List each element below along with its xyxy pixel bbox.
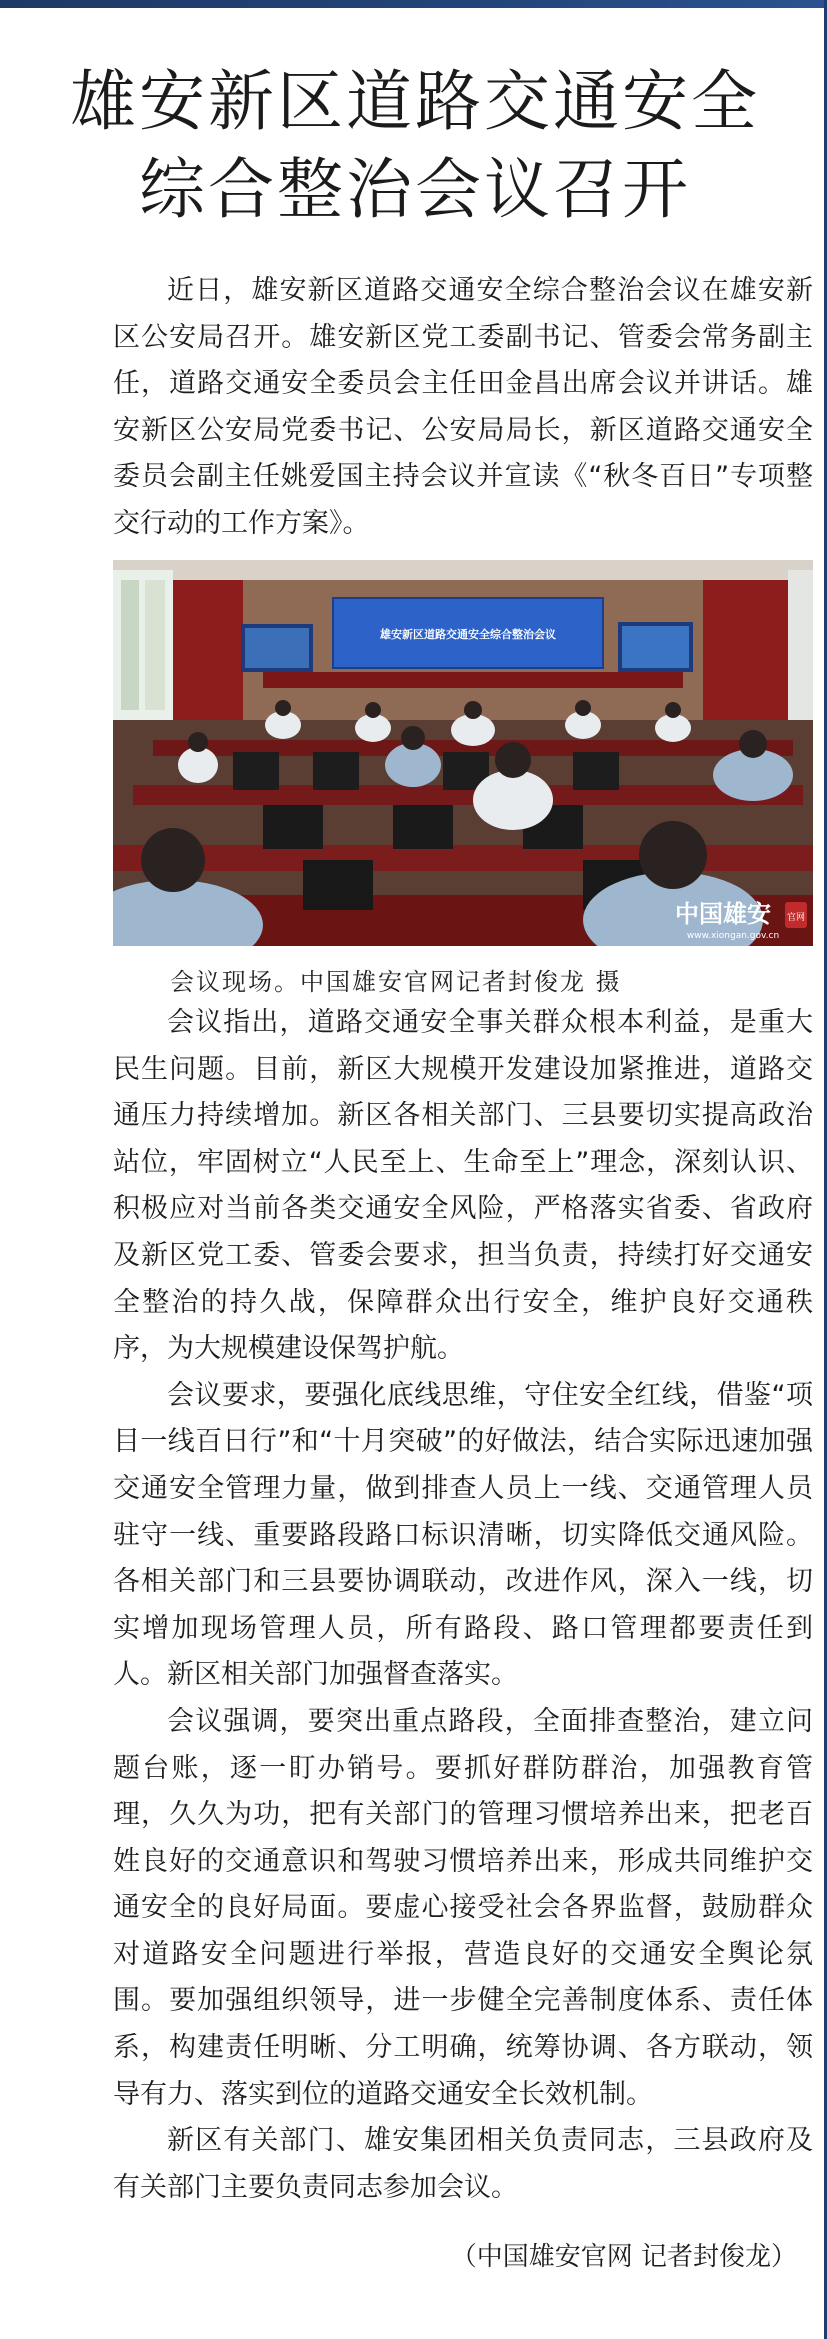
banner-text: 雄安新区道路交通安全综合整治会议	[380, 628, 556, 641]
watermark-url: www.xiongan.gov.cn	[686, 931, 780, 941]
paragraph: 近日，雄安新区道路交通安全综合整治会议在雄安新区公安局召开。雄安新区党工委副书记、管委会常务副主任，道路交通安全委员会主任田金昌出席会议并讲话。雄安新区公安局党委书记、公安局局长，新区道路交通安全委员会副主任姚爱国主持会议并宣读《“秋冬百日”专项整交行动的工作方案》。	[113, 275, 813, 539]
article-body-top	[113, 268, 813, 548]
meeting-photo	[113, 560, 813, 946]
article-byline: （中国雄安官网 记者封俊龙）	[450, 2242, 797, 2272]
article-body-bottom	[113, 1000, 813, 2211]
paragraph: 新区有关部门、雄安集团相关负责同志，三县政府及有关部门主要负责同志参加会议。	[113, 2125, 813, 2203]
watermark-text: 中国雄安	[675, 899, 771, 928]
title-line-1: 雄安新区道路交通安全	[70, 63, 760, 140]
article-title	[60, 58, 770, 234]
photo-caption: 会议现场。中国雄安官网记者封俊龙 摄	[170, 968, 622, 996]
title-line-2: 综合整治会议召开	[139, 151, 691, 228]
watermark-badge: 官网	[786, 913, 806, 923]
top-accent-bar	[0, 0, 827, 8]
paragraph: 会议指出，道路交通安全事关群众根本利益，是重大民生问题。目前，新区大规模开发建设加紧推进，道路交通压力持续增加。新区各相关部门、三县要切实提高政治站位，牢固树立“人民至上、生命至上”理念，深刻认识、积极应对当前各类交通安全风险，严格落实省委、省政府及新区党工委、管委会要求，担当负责，持续打好交通安全整治的持久战，保障群众出行安全，维护良好交通秩序，为大规模建设保驾护航。	[113, 1007, 813, 1365]
paragraph: 会议强调，要突出重点路段，全面排查整治，建立问题台账，逐一盯办销号。要抓好群防群治，加强教育管理，久久为功，把有关部门的管理习惯培养出来，把老百姓良好的交通意识和驾驶习惯培养出来，形成共同维护交通安全的良好局面。要虚心接受社会各界监督，鼓励群众对道路安全问题进行举报，营造良好的交通安全舆论氛围。要加强组织领导，进一步健全完善制度体系、责任体系，构建责任明晰、分工明确，统筹协调、各方联动，领导有力、落实到位的道路交通安全长效机制。	[113, 1705, 813, 2110]
paragraph: 会议要求，要强化底线思维，守住安全红线，借鉴“项目一线百日行”和“十月突破”的好做法，结合实际迅速加强交通安全管理力量，做到排查人员上一线、交通管理人员驻守一线、重要路段路口标识清晰，切实降低交通风险。各相关部门和三县要协调联动，改进作风，深入一线，切实增加现场管理人员，所有路段、路口管理都要责任到人。新区相关部门加强督查落实。	[113, 1379, 813, 1691]
